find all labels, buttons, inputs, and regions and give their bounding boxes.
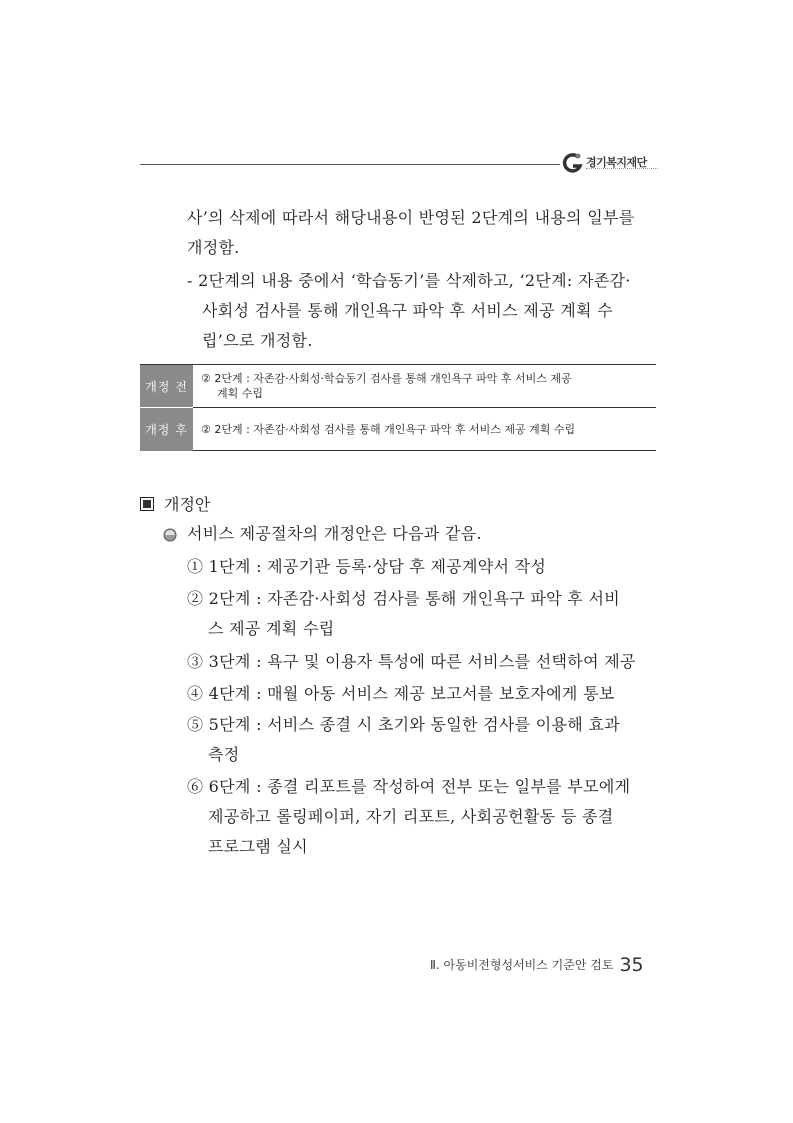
- row-content-line: ② 2단계 : 자존감·사회성·학습동기 검사를 통해 개인욕구 파악 후 서비스 제공: [201, 372, 572, 385]
- row-header-before: 개정 전: [140, 365, 193, 408]
- logo-text: 경기복지재단: [586, 156, 647, 169]
- intro-dash-line-1: - 2단계의 내용 중에서 ‘학습동기’를 삭제하고, ‘2단계: 자존감·: [187, 271, 631, 290]
- step-line: 제공하고 롤링페이퍼, 자기 리포트, 사회공헌활동 등 종결: [208, 807, 614, 826]
- step-line: ④ 4단계 : 매월 아동 서비스 제공 보고서를 보호자에게 통보: [187, 684, 615, 703]
- row-content-before: [193, 365, 656, 408]
- row-header-after: 개정 후: [140, 408, 193, 451]
- sphere-bullet-icon: [163, 528, 177, 542]
- section-bullet-text: 서비스 제공절차의 개정안은 다음과 같음.: [187, 524, 482, 543]
- square-bullet-icon: [140, 497, 154, 511]
- intro-dash-line-2: 사회성 검사를 통해 개인욕구 파악 후 서비스 제공 계획 수: [202, 301, 613, 320]
- table-row: [140, 408, 656, 451]
- foundation-logo-icon: [562, 152, 584, 174]
- step-line: ② 2단계 : 자존감·사회성 검사를 통해 개인욕구 파악 후 서비: [187, 589, 620, 608]
- intro-line-1: 사’의 삭제에 따라서 해당내용이 반영된 2단계의 내용의 일부를: [187, 208, 635, 227]
- table-row: [140, 365, 656, 408]
- row-content-line: 계획 수립: [217, 387, 264, 400]
- step-line: ⑤ 5단계 : 서비스 종결 시 초기와 동일한 검사를 이용해 효과: [187, 715, 620, 734]
- section-title: [140, 492, 210, 515]
- intro-dash-line-3: 립’으로 개정함.: [202, 331, 313, 350]
- row-content-after: [193, 408, 656, 451]
- footer-chapter: Ⅱ. 아동비전형성서비스 기준안 검토: [430, 958, 614, 972]
- revision-table: [140, 364, 656, 451]
- step-line: ③ 3단계 : 욕구 및 이용자 특성에 따른 서비스를 선택하여 제공: [187, 652, 636, 671]
- page-footer: [430, 954, 644, 976]
- section-title-text: 개정안: [164, 495, 211, 514]
- step-line: 프로그램 실시: [208, 837, 308, 856]
- logo-subtext-rule: [586, 168, 658, 172]
- step-line: ① 1단계 : 제공기관 등록·상담 후 제공계약서 작성: [187, 557, 547, 576]
- step-line: 측정: [208, 745, 240, 764]
- step-line: ⑥ 6단계 : 종결 리포트를 작성하여 전부 또는 일부를 부모에게: [187, 777, 631, 796]
- step-line: 스 제공 계획 수립: [208, 619, 335, 638]
- foundation-logo: [562, 150, 662, 178]
- row-content-line: ② 2단계 : 자존감·사회성 검사를 통해 개인욕구 파악 후 서비스 제공 계획 수립: [201, 422, 576, 436]
- intro-line-2: 개정함.: [187, 238, 240, 257]
- page-number: 35: [619, 954, 644, 976]
- header-rule: [140, 164, 560, 165]
